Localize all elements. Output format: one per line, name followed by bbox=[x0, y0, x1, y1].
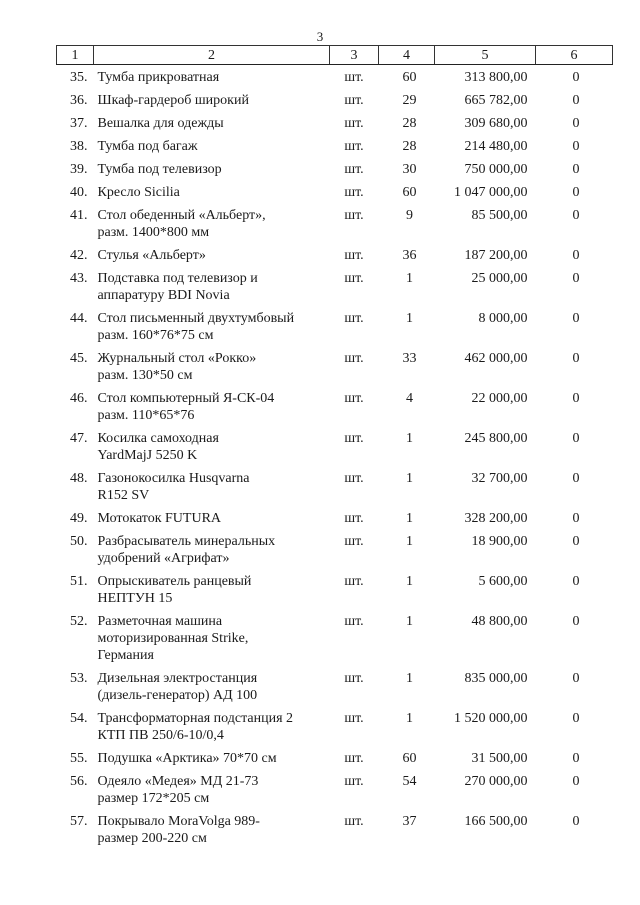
col6-value: 0 bbox=[572, 311, 580, 326]
amount: 462 000,00 bbox=[464, 351, 528, 366]
table-row bbox=[57, 707, 613, 747]
row-number: 44. bbox=[70, 311, 88, 326]
table-row bbox=[57, 307, 613, 347]
table-row bbox=[57, 347, 613, 387]
item-name-text: Одеяло «Медея» МД 21-73 размер 172*205 см bbox=[97, 774, 259, 806]
item-name bbox=[94, 507, 330, 530]
amount: 187 200,00 bbox=[464, 248, 528, 263]
quantity: 60 bbox=[402, 70, 417, 85]
row-number: 54. bbox=[70, 711, 88, 726]
item-name bbox=[94, 570, 330, 610]
item-name-text: Разметочная машина моторизированная Strike, Германия bbox=[97, 614, 249, 663]
amount: 32 700,00 bbox=[471, 471, 528, 486]
unit: шт. bbox=[344, 271, 364, 286]
unit: шт. bbox=[344, 248, 364, 263]
row-number: 55. bbox=[70, 751, 88, 766]
col6-value: 0 bbox=[572, 162, 580, 177]
amount: 1 520 000,00 bbox=[454, 711, 528, 726]
unit: шт. bbox=[344, 534, 364, 549]
item-name-text: Разбрасыватель минеральных удобрений «Агрифат» bbox=[97, 534, 276, 566]
row-number: 42. bbox=[70, 248, 88, 263]
amount: 25 000,00 bbox=[471, 271, 528, 286]
col6-value: 0 bbox=[572, 471, 580, 486]
row-number: 57. bbox=[70, 814, 88, 829]
item-name bbox=[94, 158, 330, 181]
unit: шт. bbox=[344, 93, 364, 108]
item-name-text: Стол письменный двухтумбовый разм. 160*76*75 см bbox=[97, 311, 295, 343]
col6-value: 0 bbox=[572, 271, 580, 286]
table-row bbox=[57, 770, 613, 810]
quantity: 1 bbox=[406, 471, 413, 486]
col6-value: 0 bbox=[572, 511, 580, 526]
quantity: 1 bbox=[406, 614, 413, 629]
inventory-table bbox=[56, 45, 613, 850]
unit: шт. bbox=[344, 139, 364, 154]
amount: 18 900,00 bbox=[471, 534, 528, 549]
amount: 1 047 000,00 bbox=[454, 185, 528, 200]
unit: шт. bbox=[344, 471, 364, 486]
header-col-4: 4 bbox=[379, 46, 435, 65]
amount: 328 200,00 bbox=[464, 511, 528, 526]
col6-value: 0 bbox=[572, 185, 580, 200]
amount: 166 500,00 bbox=[464, 814, 528, 829]
item-name bbox=[94, 244, 330, 267]
amount: 5 600,00 bbox=[478, 574, 528, 589]
item-name bbox=[94, 667, 330, 707]
unit: шт. bbox=[344, 511, 364, 526]
quantity: 33 bbox=[402, 351, 417, 366]
row-number: 37. bbox=[70, 116, 88, 131]
col6-value: 0 bbox=[572, 774, 580, 789]
quantity: 1 bbox=[406, 271, 413, 286]
amount: 665 782,00 bbox=[464, 93, 528, 108]
table-row bbox=[57, 667, 613, 707]
table-row bbox=[57, 89, 613, 112]
item-name-text: Газонокосилка Husqvarna R152 SV bbox=[97, 471, 250, 503]
item-name-text: Дизельная электростанция (дизель-генератор) АД 100 bbox=[97, 671, 258, 703]
item-name-text: Мотокаток FUTURA bbox=[97, 511, 222, 526]
item-name bbox=[94, 747, 330, 770]
item-name bbox=[94, 89, 330, 112]
item-name bbox=[94, 181, 330, 204]
header-col-6: 6 bbox=[536, 46, 613, 65]
col6-value: 0 bbox=[572, 574, 580, 589]
header-col-2: 2 bbox=[94, 46, 330, 65]
quantity: 1 bbox=[406, 711, 413, 726]
item-name-text: Подставка под телевизор и аппаратуру BDI Novia bbox=[97, 271, 258, 303]
item-name-text: Тумба под телевизор bbox=[97, 162, 222, 177]
header-col-3: 3 bbox=[330, 46, 379, 65]
unit: шт. bbox=[344, 711, 364, 726]
table-row bbox=[57, 610, 613, 667]
unit: шт. bbox=[344, 614, 364, 629]
col6-value: 0 bbox=[572, 431, 580, 446]
unit: шт. bbox=[344, 774, 364, 789]
quantity: 9 bbox=[406, 208, 413, 223]
item-name bbox=[94, 427, 330, 467]
table-header-row bbox=[57, 46, 613, 65]
item-name-text: Косилка самоходная YardMajJ 5250 K bbox=[97, 431, 219, 463]
amount: 245 800,00 bbox=[464, 431, 528, 446]
row-number: 50. bbox=[70, 534, 88, 549]
item-name bbox=[94, 65, 330, 90]
table-row bbox=[57, 570, 613, 610]
col6-value: 0 bbox=[572, 534, 580, 549]
quantity: 1 bbox=[406, 431, 413, 446]
unit: шт. bbox=[344, 814, 364, 829]
quantity: 28 bbox=[402, 139, 417, 154]
row-number: 46. bbox=[70, 391, 88, 406]
item-name bbox=[94, 707, 330, 747]
col6-value: 0 bbox=[572, 391, 580, 406]
amount: 85 500,00 bbox=[471, 208, 528, 223]
quantity: 36 bbox=[402, 248, 417, 263]
quantity: 28 bbox=[402, 116, 417, 131]
amount: 750 000,00 bbox=[464, 162, 528, 177]
item-name bbox=[94, 307, 330, 347]
amount: 22 000,00 bbox=[471, 391, 528, 406]
item-name bbox=[94, 112, 330, 135]
item-name-text: Тумба прикроватная bbox=[97, 70, 220, 85]
quantity: 60 bbox=[402, 751, 417, 766]
quantity: 1 bbox=[406, 534, 413, 549]
col6-value: 0 bbox=[572, 139, 580, 154]
row-number: 45. bbox=[70, 351, 88, 366]
row-number: 36. bbox=[70, 93, 88, 108]
page-number: 3 bbox=[316, 29, 324, 44]
unit: шт. bbox=[344, 70, 364, 85]
row-number: 49. bbox=[70, 511, 88, 526]
row-number: 43. bbox=[70, 271, 88, 286]
unit: шт. bbox=[344, 116, 364, 131]
quantity: 1 bbox=[406, 574, 413, 589]
item-name-text: Опрыскиватель ранцевый НЕПТУН 15 bbox=[97, 574, 252, 606]
unit: шт. bbox=[344, 671, 364, 686]
row-number: 52. bbox=[70, 614, 88, 629]
table-row bbox=[57, 810, 613, 850]
col6-value: 0 bbox=[572, 93, 580, 108]
unit: шт. bbox=[344, 185, 364, 200]
item-name bbox=[94, 770, 330, 810]
col6-value: 0 bbox=[572, 751, 580, 766]
header-col-5: 5 bbox=[435, 46, 536, 65]
table-row bbox=[57, 427, 613, 467]
table-row bbox=[57, 158, 613, 181]
col6-value: 0 bbox=[572, 711, 580, 726]
row-number: 48. bbox=[70, 471, 88, 486]
row-number: 51. bbox=[70, 574, 88, 589]
table-body bbox=[57, 65, 613, 851]
row-number: 35. bbox=[70, 70, 88, 85]
row-number: 56. bbox=[70, 774, 88, 789]
unit: шт. bbox=[344, 208, 364, 223]
item-name bbox=[94, 530, 330, 570]
item-name-text: Журнальный стол «Рокко» разм. 130*50 см bbox=[97, 351, 257, 383]
quantity: 37 bbox=[402, 814, 417, 829]
quantity: 54 bbox=[402, 774, 417, 789]
quantity: 1 bbox=[406, 511, 413, 526]
quantity: 30 bbox=[402, 162, 417, 177]
amount: 48 800,00 bbox=[471, 614, 528, 629]
col6-value: 0 bbox=[572, 671, 580, 686]
item-name-text: Трансформаторная подстанция 2 КТП ПВ 250/6-10/0,4 bbox=[97, 711, 294, 743]
item-name bbox=[94, 135, 330, 158]
amount: 309 680,00 bbox=[464, 116, 528, 131]
table-row bbox=[57, 204, 613, 244]
header-col-1: 1 bbox=[57, 46, 94, 65]
amount: 313 800,00 bbox=[464, 70, 528, 85]
amount: 214 480,00 bbox=[464, 139, 528, 154]
col6-value: 0 bbox=[572, 208, 580, 223]
amount: 31 500,00 bbox=[471, 751, 528, 766]
col6-value: 0 bbox=[572, 70, 580, 85]
item-name-text: Кресло Sicilia bbox=[97, 185, 180, 200]
table-row bbox=[57, 244, 613, 267]
item-name-text: Подушка «Арктика» 70*70 см bbox=[97, 751, 277, 766]
table-row bbox=[57, 135, 613, 158]
table-row bbox=[57, 530, 613, 570]
table-row bbox=[57, 181, 613, 204]
item-name-text: Стол компьютерный Я-СК-04 разм. 110*65*76 bbox=[97, 391, 275, 423]
item-name bbox=[94, 267, 330, 307]
row-number: 41. bbox=[70, 208, 88, 223]
quantity: 1 bbox=[406, 671, 413, 686]
unit: шт. bbox=[344, 574, 364, 589]
item-name bbox=[94, 610, 330, 667]
quantity: 1 bbox=[406, 311, 413, 326]
amount: 8 000,00 bbox=[478, 311, 528, 326]
table-row bbox=[57, 467, 613, 507]
unit: шт. bbox=[344, 391, 364, 406]
item-name-text: Стол обеденный «Альберт», разм. 1400*800 мм bbox=[97, 208, 266, 240]
item-name bbox=[94, 387, 330, 427]
item-name-text: Шкаф-гардероб широкий bbox=[97, 93, 249, 108]
col6-value: 0 bbox=[572, 614, 580, 629]
col6-value: 0 bbox=[572, 116, 580, 131]
table-row bbox=[57, 387, 613, 427]
unit: шт. bbox=[344, 162, 364, 177]
row-number: 47. bbox=[70, 431, 88, 446]
quantity: 60 bbox=[402, 185, 417, 200]
table-row bbox=[57, 267, 613, 307]
col6-value: 0 bbox=[572, 814, 580, 829]
row-number: 38. bbox=[70, 139, 88, 154]
unit: шт. bbox=[344, 751, 364, 766]
row-number: 40. bbox=[70, 185, 88, 200]
amount: 270 000,00 bbox=[464, 774, 528, 789]
item-name bbox=[94, 204, 330, 244]
table-row bbox=[57, 747, 613, 770]
item-name-text: Вешалка для одежды bbox=[97, 116, 224, 131]
item-name-text: Покрывало MoraVolga 989- размер 200-220 см bbox=[97, 814, 260, 846]
item-name bbox=[94, 347, 330, 387]
row-number: 39. bbox=[70, 162, 88, 177]
quantity: 4 bbox=[406, 391, 413, 406]
table-row bbox=[57, 507, 613, 530]
table-row bbox=[57, 65, 613, 90]
row-number: 53. bbox=[70, 671, 88, 686]
unit: шт. bbox=[344, 431, 364, 446]
unit: шт. bbox=[344, 351, 364, 366]
item-name bbox=[94, 467, 330, 507]
unit: шт. bbox=[344, 311, 364, 326]
table-row bbox=[57, 112, 613, 135]
item-name-text: Тумба под багаж bbox=[97, 139, 198, 154]
col6-value: 0 bbox=[572, 248, 580, 263]
item-name bbox=[94, 810, 330, 850]
amount: 835 000,00 bbox=[464, 671, 528, 686]
col6-value: 0 bbox=[572, 351, 580, 366]
quantity: 29 bbox=[402, 93, 417, 108]
item-name-text: Стулья «Альберт» bbox=[97, 248, 206, 263]
